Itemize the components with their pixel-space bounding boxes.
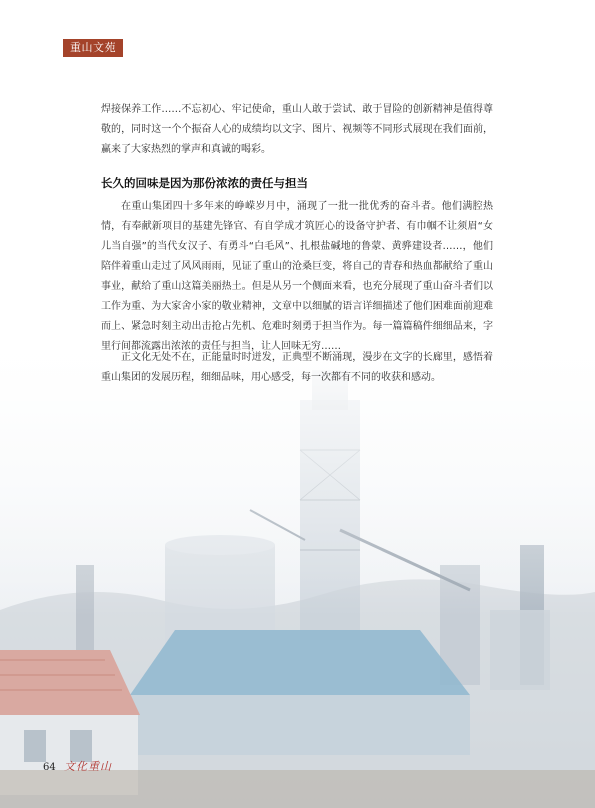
paragraph-conclusion: 正文化无处不在，正能量时时迸发，正典型不断涌现，漫步在文字的长廊里，感悟着重山集团的发展历程，细细品味，用心感受，每一次都有不同的收获和感动。 — [101, 352, 493, 383]
page-number: 64 — [43, 762, 56, 773]
industrial-plant-background — [0, 330, 595, 808]
section-heading: 长久的回味是因为那份浓浓的责任与担当 — [101, 176, 308, 190]
footer-logo: 文化重山 — [64, 760, 112, 773]
paragraph-body: 在重山集团四十多年来的峥嵘岁月中，涌现了一批一批优秀的奋斗者。他们满腔热情，有奉献新项目的基建先锋官、有自学成才筑匠心的设备守护者、有巾帼不让须眉“女儿当自强”的当代女汉子、有勇斗“白毛风”、扎根盐碱地的鲁蒙、黄骅建设者……，他们陪伴着重山走过了风风雨雨，见证了重山的沧桑巨变，将自己的青春和热血都献给了重山事业，献给了重山这篇美丽热土。但是从另一个侧面来看，也充分展现了重山奋斗者们以工作为重、为大家舍小家的敬业精神，文章中以细腻的语言详细描述了他们困难面前迎难而上、紧急时刻主动出击抢占先机、危难时刻勇于担当作为。每一篇篇稿件细细品来，字里行间都流露出浓浓的责任与担当，让人回味无穷…… — [101, 201, 493, 352]
section-tag: 重山文苑 — [63, 39, 123, 57]
paragraph-intro: 焊接保养工作……不忘初心、牢记使命，重山人敢于尝试、敢于冒险的创新精神是值得尊敬的，同时这一个个振奋人心的成绩均以文字、图片、视频等不同形式展现在我们面前，赢来了大家热烈的掌声和真诚的喝彩。 — [101, 104, 493, 155]
